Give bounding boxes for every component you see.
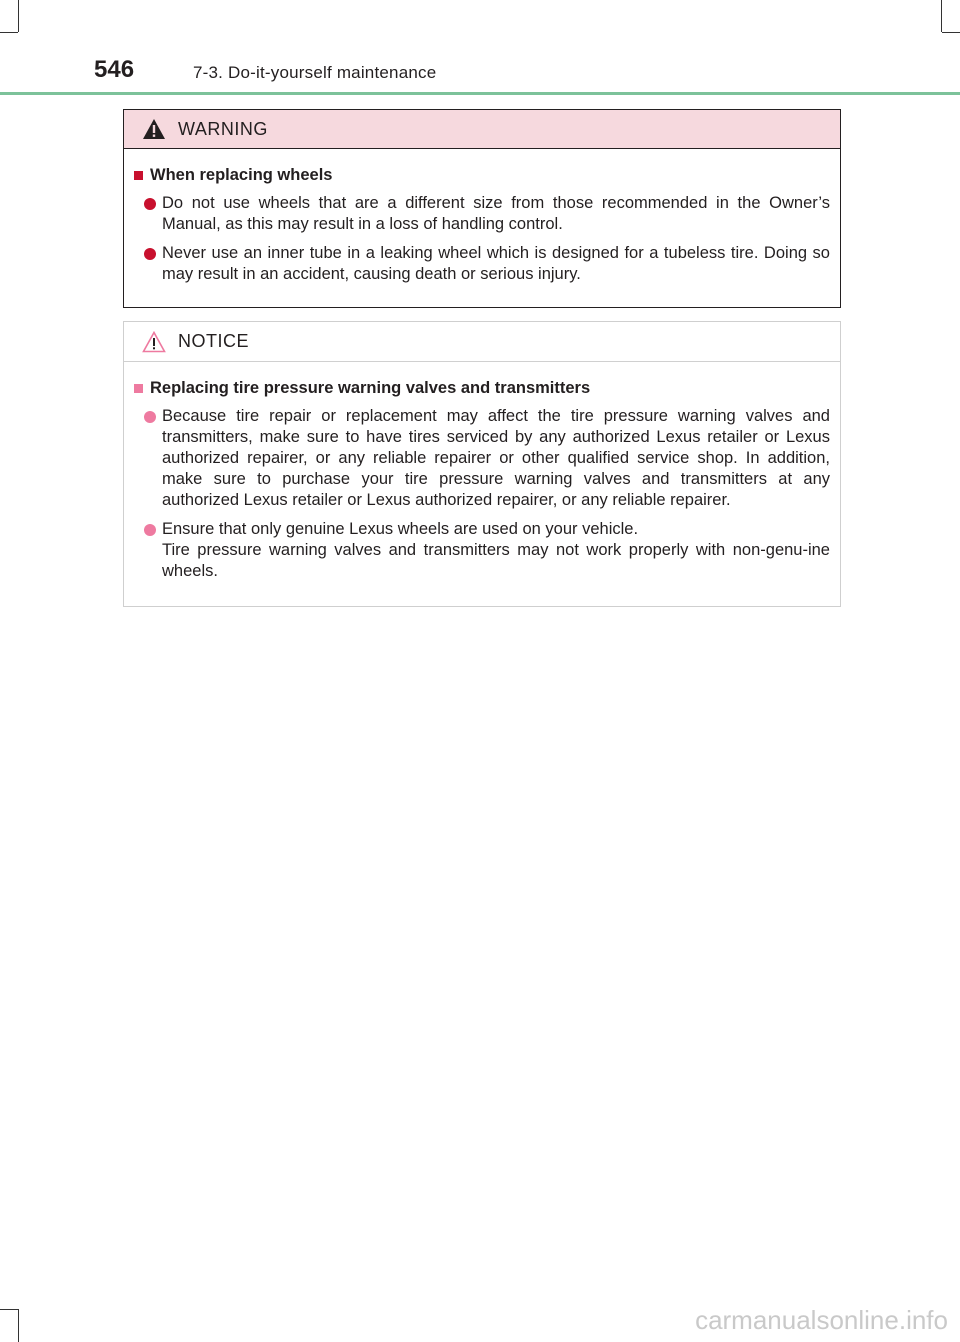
warning-bullet-text: Never use an inner tube in a leaking wheel which is designed for a tubeless tire. Doing so may result in an accident, causing death or serious injury. [162,244,830,283]
notice-bullet-line: Ensure that only genuine Lexus wheels are used on your vehicle. [162,520,639,538]
section-title: 7-3. Do-it-yourself maintenance [193,63,437,82]
notice-body [124,362,840,582]
page-number: 546 [94,56,135,83]
warning-box [123,109,841,308]
notice-item-title [134,379,830,398]
watermark: carmanualsonline.info [695,1305,948,1335]
notice-box [123,321,841,607]
warning-body [124,149,840,285]
circle-bullet-icon [144,198,156,210]
warning-bullet [134,243,830,285]
square-bullet-icon [134,384,143,393]
notice-header [124,322,840,362]
circle-bullet-icon [144,248,156,260]
circle-bullet-icon [144,524,156,536]
header-rule [0,92,960,95]
notice-heading: NOTICE [178,331,250,351]
crop-mark [0,1309,18,1310]
notice-item-title-text: Replacing tire pressure warning valves and transmitters [150,379,591,397]
warning-item-title-text: When replacing wheels [150,166,333,184]
notice-bullet [134,406,830,511]
warning-bullet [134,193,830,235]
warning-heading: WARNING [178,118,268,139]
notice-bullet-text [162,519,830,582]
square-bullet-icon [134,171,143,180]
page-header [0,0,960,100]
notice-bullet [134,519,830,582]
crop-mark [18,1309,19,1342]
circle-bullet-icon [144,411,156,423]
warning-header [124,110,840,149]
notice-bullet-text: Because tire repair or replacement may affect the tire pressure warning valves and transmitters, make sure to have tires serviced by any authorized Lexus retailer or Lexus authorized repairer, or any reliable repairer or other qualified service shop. In addition, make sure to purchase your tire pressure warning valves and transmitters at any authorized Lexus retailer or Lexus authorized repairer, or any reliable repairer. [162,407,830,509]
notice-bullet-line: Tire pressure warning valves and transmitters may not work properly with non-genu-ine wheels. [162,541,830,580]
warning-triangle-icon [142,118,166,140]
warning-bullet-text: Do not use wheels that are a different size from those recommended in the Owner’s Manual, as this may result in a loss of handling control. [162,194,830,233]
notice-triangle-icon [142,331,166,353]
warning-item-title [134,166,830,185]
